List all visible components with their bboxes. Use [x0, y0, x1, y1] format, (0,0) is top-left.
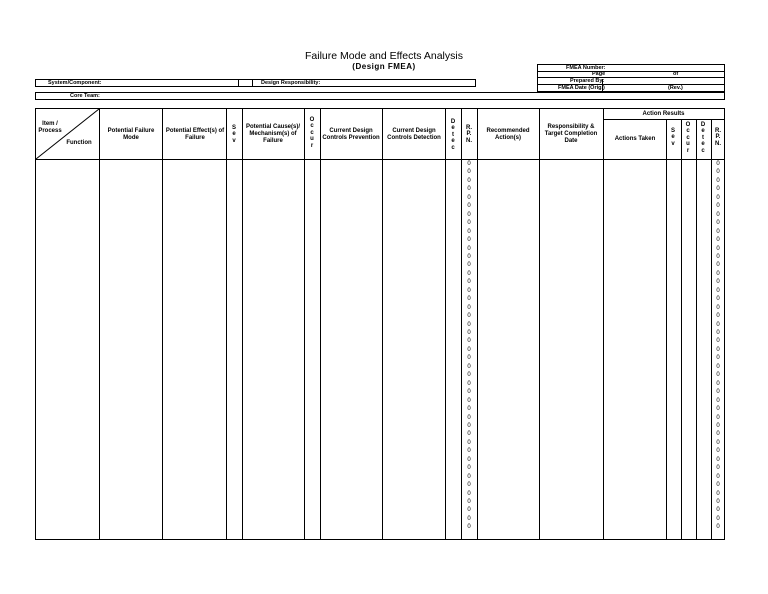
col-line [461, 109, 462, 539]
rpn-value: 0 [467, 456, 471, 463]
rpn-value: 0 [467, 228, 471, 235]
col-line [539, 109, 540, 539]
design-responsibility-label: Design Responsibility: [261, 80, 321, 86]
ar-rpn-value: 0 [716, 321, 720, 328]
rpn-value: 0 [467, 245, 471, 252]
rpn-value: 0 [467, 515, 471, 522]
ar-rpn-value: 0 [716, 380, 720, 387]
header-sev: S e v [231, 125, 236, 144]
rpn-value: 0 [467, 338, 471, 345]
header-divider [36, 159, 724, 160]
ar-rpn-value: 0 [716, 397, 720, 404]
rpn-value: 0 [467, 161, 471, 167]
ar-rpn-value: 0 [716, 211, 720, 218]
ar-rpn-value: 0 [716, 245, 720, 252]
col-line [226, 109, 227, 539]
col-line [603, 109, 604, 539]
of-label: of [673, 71, 679, 77]
header-ar-rpn: R. P. N. [715, 128, 721, 147]
col-line [242, 109, 243, 539]
fmea-info-box [537, 64, 725, 92]
ar-rpn-value: 0 [716, 431, 720, 438]
rpn-value: 0 [467, 355, 471, 362]
col-line [477, 109, 478, 539]
header-occur: O c c u r [309, 117, 315, 149]
ar-rpn-value: 0 [716, 237, 720, 244]
fmea-table [35, 108, 725, 540]
ar-rpn-value: 0 [716, 177, 720, 184]
header-responsibility: Responsibility & Target Completion Date [544, 124, 598, 144]
header-actions-taken: Actions Taken [614, 136, 656, 142]
rpn-value: 0 [467, 448, 471, 455]
fmea-date-label: FMEA Date (Orig.) [558, 85, 605, 91]
header-potential-failure-mode: Potential Failure Mode [107, 128, 155, 141]
ar-rpn-value: 0 [716, 313, 720, 320]
ar-rpn-value: 0 [716, 422, 720, 429]
ar-rpn-value: 0 [716, 499, 720, 505]
rpn-value: 0 [467, 363, 471, 370]
rpn-value: 0 [467, 169, 471, 176]
ar-rpn-value: 0 [716, 346, 720, 353]
rpn-value: 0 [467, 237, 471, 244]
col-line [99, 109, 100, 539]
ar-rpn-value: 0 [716, 220, 720, 227]
rpn-value: 0 [467, 397, 471, 404]
core-team-field[interactable] [35, 92, 725, 100]
system-component-label: System/Component: [48, 80, 102, 86]
header-rpn: R. P. N. [466, 125, 472, 144]
fmea-number-label: FMEA Number: [566, 65, 606, 71]
header-controls-prevention: Current Design Controls Prevention [322, 128, 380, 141]
col-line [304, 109, 305, 539]
rpn-value: 0 [467, 372, 471, 379]
rpn-value: 0 [467, 177, 471, 184]
header-potential-effects: Potential Effect(s) of Failure [165, 128, 225, 141]
ar-rpn-value: 0 [716, 372, 720, 379]
header-controls-detection: Current Design Controls Detection [387, 128, 441, 141]
ar-rpn-value: 0 [716, 448, 720, 455]
col-line [162, 109, 163, 539]
core-team-label: Core Team: [70, 93, 100, 99]
rpn-value: 0 [467, 220, 471, 227]
rpn-value: 0 [467, 439, 471, 446]
rpn-value: 0 [467, 406, 471, 413]
header-item-process: Item / Process [38, 121, 62, 134]
ar-rpn-value: 0 [716, 169, 720, 176]
ar-rpn-value: 0 [716, 296, 720, 303]
header-ar-detec: D e t e c [700, 122, 706, 154]
rpn-value: 0 [467, 279, 471, 286]
rpn-value: 0 [467, 490, 471, 497]
rpn-value: 0 [467, 296, 471, 303]
rev-label: (Rev.) [668, 85, 683, 91]
rpn-value: 0 [467, 482, 471, 489]
rpn-value: 0 [467, 194, 471, 201]
ar-rpn-value: 0 [716, 456, 720, 463]
ar-rpn-value: 0 [716, 186, 720, 193]
rpn-value: 0 [467, 211, 471, 218]
ar-rpn-value: 0 [716, 161, 720, 167]
page-title: Failure Mode and Effects Analysis [305, 50, 463, 62]
ar-rpn-value: 0 [716, 507, 720, 514]
action-results-divider [603, 119, 724, 120]
header-detec: D e t e c [450, 119, 456, 151]
ar-rpn-value: 0 [716, 515, 720, 522]
ar-rpn-value: 0 [716, 439, 720, 446]
col-line [445, 109, 446, 539]
col-line [382, 109, 383, 539]
ar-rpn-value: 0 [716, 338, 720, 345]
rpn-value: 0 [467, 389, 471, 396]
ar-rpn-value: 0 [716, 465, 720, 472]
ar-rpn-value: 0 [716, 203, 720, 210]
header-ar-sev: S e v [670, 128, 675, 147]
header-potential-causes: Potential Cause(s)/ Mechanism(s) of Failure [245, 124, 300, 144]
rpn-value: 0 [467, 473, 471, 480]
system-component-field[interactable] [35, 79, 253, 87]
page-subtitle: (Design FMEA) [352, 62, 416, 71]
rpn-value: 0 [467, 287, 471, 294]
ar-rpn-value: 0 [716, 414, 720, 421]
ar-rpn-value: 0 [716, 304, 720, 311]
ar-rpn-value: 0 [716, 482, 720, 489]
rpn-value: 0 [467, 507, 471, 514]
header-recommended-actions: Recommended Action(s) [486, 128, 530, 141]
header-function: Function [66, 140, 92, 146]
rpn-value: 0 [467, 304, 471, 311]
ar-rpn-value: 0 [716, 490, 720, 497]
rpn-value: 0 [467, 499, 471, 505]
ar-rpn-value: 0 [716, 473, 720, 480]
prepared-by-label: Prepared By: [570, 78, 605, 84]
rpn-value: 0 [467, 465, 471, 472]
col-line [681, 119, 682, 539]
rpn-value: 0 [467, 380, 471, 387]
rpn-value: 0 [467, 431, 471, 438]
rpn-value: 0 [467, 203, 471, 210]
ar-rpn-value: 0 [716, 194, 720, 201]
col-line [320, 109, 321, 539]
ar-rpn-value: 0 [716, 287, 720, 294]
rpn-value: 0 [467, 321, 471, 328]
fmea-date-row[interactable] [538, 85, 724, 92]
prepared-by-row[interactable] [538, 78, 724, 85]
rpn-value: 0 [467, 186, 471, 193]
rpn-value: 0 [467, 330, 471, 336]
rpn-value: 0 [467, 313, 471, 320]
ar-rpn-value: 0 [716, 524, 720, 531]
rpn-value: 0 [467, 270, 471, 277]
info-divider [602, 79, 603, 91]
col-line [696, 119, 697, 539]
ar-rpn-value: 0 [716, 253, 720, 260]
ar-rpn-value: 0 [716, 270, 720, 277]
ar-rpn-value: 0 [716, 355, 720, 362]
rpn-value: 0 [467, 524, 471, 531]
header-action-results: Action Results [642, 111, 685, 117]
design-responsibility-field[interactable] [238, 79, 476, 87]
ar-rpn-value: 0 [716, 389, 720, 396]
page-label: Page [592, 71, 606, 77]
rpn-value: 0 [467, 346, 471, 353]
ar-rpn-value: 0 [716, 279, 720, 286]
rpn-value: 0 [467, 262, 471, 269]
header-ar-occur: O c c u r [685, 122, 691, 154]
col-line [666, 119, 667, 539]
rpn-value: 0 [467, 253, 471, 260]
ar-rpn-value: 0 [716, 330, 720, 336]
rpn-value: 0 [467, 414, 471, 421]
ar-rpn-value: 0 [716, 363, 720, 370]
rpn-value: 0 [467, 422, 471, 429]
ar-rpn-value: 0 [716, 262, 720, 269]
fmea-number-row[interactable] [538, 65, 724, 72]
ar-rpn-value: 0 [716, 406, 720, 413]
ar-rpn-value: 0 [716, 228, 720, 235]
